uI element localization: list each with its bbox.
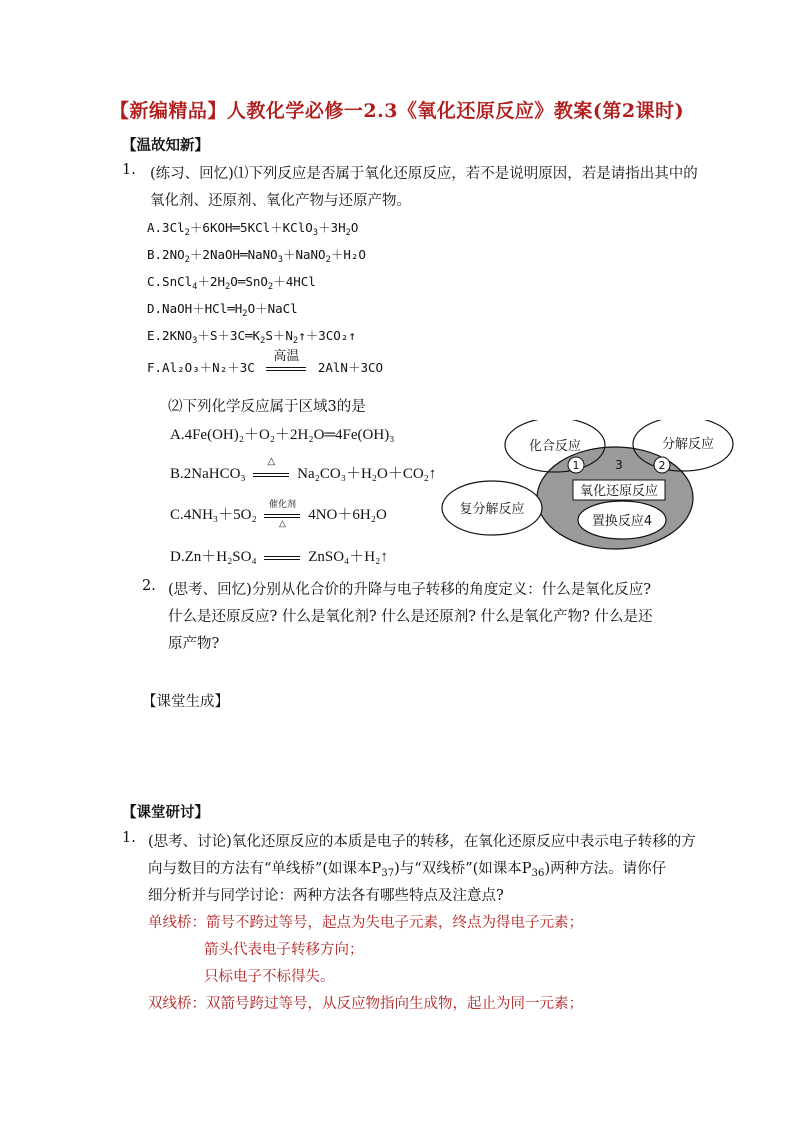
document-title: 【新编精品】人教化学必修一2.3《氧化还原反应》教案(第2课时): [109, 100, 685, 122]
redox-label: 氧化还原反应: [579, 484, 659, 499]
region-3-label: 3: [615, 458, 623, 472]
option-f: F.Al₂O₃＋N₂＋3C 高温 2AlN＋3CO: [147, 358, 383, 379]
section-discuss-heading: 【课堂研讨】: [122, 804, 209, 821]
option-c: $C.SnCl_4+2H_2O═SnO_2+4HCl$: [147, 274, 316, 292]
d1-line1: (思考、讨论)氧化还原反应的本质是电子的转移，在氧化还原反应中表示电子转移的方: [148, 834, 696, 850]
option-d: $D.NaOH+HCl═H_2O+NaCl$: [147, 301, 298, 319]
option2-c: C.4NH₃＋5O₂ 催化剂 △ 4NO＋6H₂O: [170, 499, 387, 528]
answer-single-bridge-3: 只标电子不标得失。: [204, 969, 335, 985]
option2-d: D.Zn＋H₂SO₄ ZnSO₄＋H₂↑: [170, 545, 388, 568]
option-a: $A.3Cl_2+6KOH═5KCl+KClO_3+3H_2O$: [147, 220, 359, 238]
reaction-condition-equals: [264, 548, 300, 568]
q1-line2: 氧化剂、还原剂、氧化产物与还原产物。: [150, 193, 411, 209]
double-replacement-label: 复分解反应: [459, 502, 525, 517]
reaction-condition-high-temp: 高温: [266, 359, 306, 379]
answer-double-bridge-1: 双线桥：双箭号跨过等号，从反应物指向生成物，起止为同一元素；: [148, 996, 583, 1012]
option2-b: B.2NaHCO₃ △ Na₂CO₃＋H₂O＋CO₂↑: [170, 462, 436, 485]
replacement-label: 置换反应4: [591, 514, 653, 529]
d1-number: 1.: [122, 830, 136, 846]
reaction-type-diagram: [440, 420, 740, 555]
q2-line2: 什么是还原反应? 什么是氧化剂? 什么是还原剂? 什么是氧化产物? 什么是还: [168, 609, 653, 625]
q2-line1: (思考、回忆)分别从化合价的升降与电子转移的角度定义：什么是氧化反应?: [168, 582, 652, 598]
q1-line1: (练习、回忆)⑴下列反应是否属于氧化还原反应，若不是说明原因，若是请指出其中的: [150, 166, 698, 182]
section-review-heading: 【温故知新】: [122, 137, 209, 154]
answer-single-bridge-1: 单线桥：箭号不跨过等号，起点为失电子元素，终点为得电子元素；: [148, 915, 583, 931]
decomposition-label: 分解反应: [661, 437, 715, 452]
q2-number: 2.: [142, 578, 156, 594]
d1-line2: 向与数目的方法有“单线桥”(如课本$P_{37}$)与“双线桥”(如课本$P_{36}$)两种方法。请你仔: [148, 861, 667, 879]
option-e: $E.2KNO_3+S+3C═K_2S+N_2↑+3CO_2↑$: [147, 328, 356, 346]
option2-a: A.4Fe(OH)₂＋O₂＋2H₂O═4Fe(OH)₃: [170, 427, 395, 443]
q1-part2: ⑵下列化学反应属于区域3的是: [168, 399, 366, 415]
d1-line3: 细分析并与同学讨论：两种方法各有哪些特点及注意点?: [148, 888, 504, 904]
region-1-label: 1: [572, 459, 580, 472]
combination-label: 化合反应: [528, 439, 582, 454]
reaction-condition-catalyst: 催化剂 △: [264, 506, 300, 526]
reaction-condition-heat: △: [253, 465, 289, 485]
option-b: $B.2NO_2+2NaOH═NaNO_3+NaNO_2+H_2O$: [147, 247, 366, 265]
q1-number: 1.: [122, 162, 136, 178]
region-2-label: 2: [658, 459, 666, 472]
q2-line3: 原产物?: [168, 636, 220, 652]
section-generate-heading: 【课堂生成】: [142, 694, 229, 710]
answer-single-bridge-2: 箭头代表电子转移方向；: [204, 942, 364, 958]
